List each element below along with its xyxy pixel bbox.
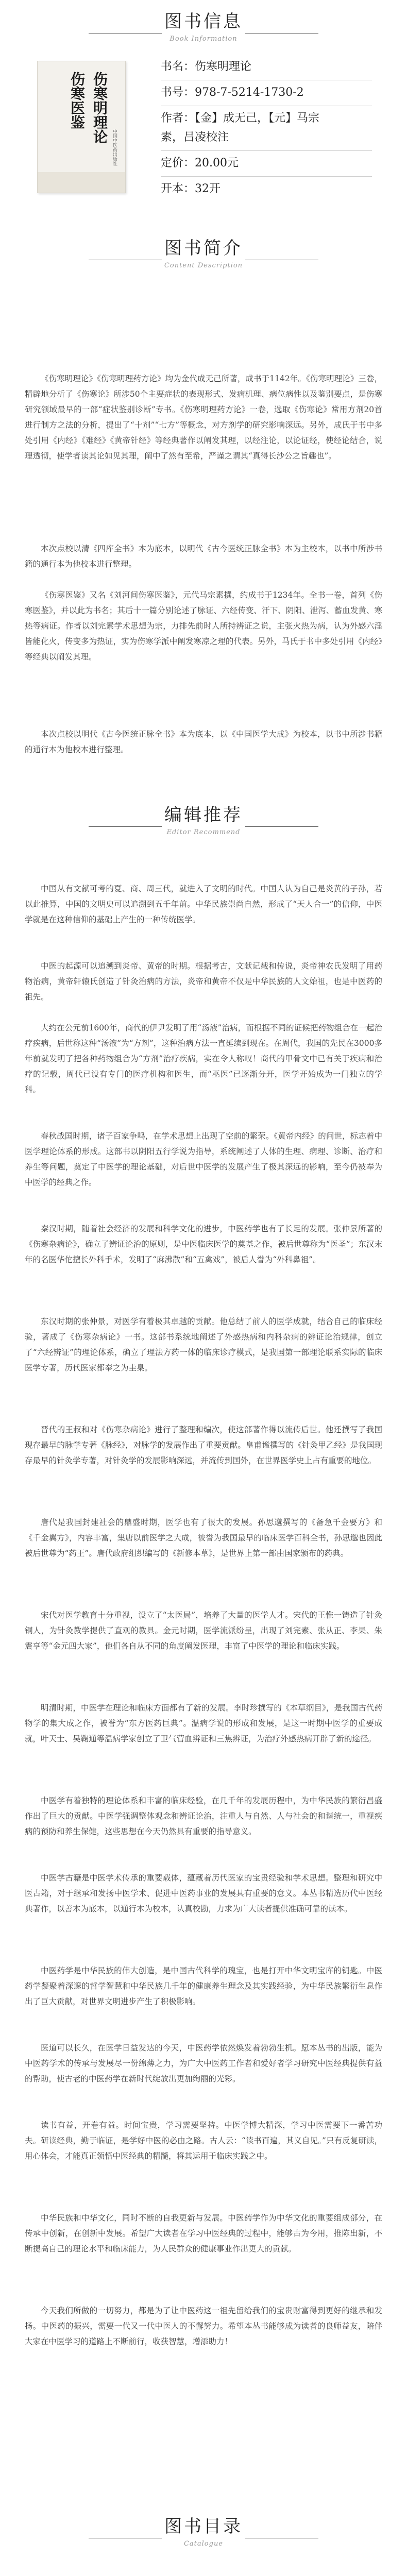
intro-paragraph: 本次点校以明代《古今医统正脉全书》本为底本，以《中国医学大成》为校本，以书中所涉书籍的通行本为他校本进行整理。	[25, 730, 382, 754]
cover-subtitle: 伤寒医鉴	[69, 72, 86, 129]
book-info-heading	[0, 11, 407, 43]
recommend-paragraph: 大约在公元前1600年，商代的伊尹发明了用“汤液”治病，而根据不同的证候把药物组合在一起治疗疾病，后世称这种“汤液”为“方剂”，这种治病方法一直延续到现在。在周代，我国的先民在3000多年前就发明了把各种药物组合为“方剂”治疗疾病，实在令人称叹！商代的甲骨文中已有关于疾病和治疗的记载，周代已设有专门的医疗机构和医生，而“巫医”已逐渐分开，医学开始成为一门独立的学科。	[25, 1023, 382, 1094]
heading-rule-right	[245, 826, 318, 827]
intro-subtitle: Content Description	[164, 262, 243, 269]
intro-paragraph: 《伤寒医鉴》又名《刘河间伤寒医鉴》，元代马宗素撰，约成书于1234年。全书一卷，首列《伤寒医鉴》，并以此为书名；其后十一篇分别论述了脉证、六经传变、汗下、阴阳、泄泻、蓄血发黄、寒热等病证。作者以刘完素学术思想为宗，力排先前时人所持辨证之说，主张火热为病，认为外感六淫皆能化火，传变多为热证，实为伤寒学派中阐发寒凉之理的代表。另外，马氏于书中多处引用《内经》等经典以阐发其理。	[25, 590, 382, 662]
recommend-paragraph: 中华民族和中华文化，同时不断的自我更新与发展。中医药学作为中华文化的重要组成部分，在传承中创新，在创新中发展。希望广大读者在学习中医经典的过程中，能够古为今用，推陈出新，不断提高自己的理论水平和临床能力，为人民群众的健康事业作出更大的贡献。	[25, 2213, 382, 2253]
cover-publisher: 中国中医药出版社	[112, 129, 117, 166]
info-price: 定价：20.00元	[161, 157, 239, 170]
book-info-subtitle: Book Information	[169, 35, 238, 43]
recommend-heading	[0, 805, 407, 836]
info-divider	[161, 150, 372, 151]
intro-heading	[0, 238, 407, 269]
info-divider	[161, 176, 372, 177]
book-cover	[37, 61, 126, 193]
recommend-paragraph: 中医学有着独特的理论体系和丰富的临床经验，在几千年的发展历程中，为中华民族的繁衍昌盛作出了巨大的贡献。中医学强调整体观念和辨证论治，注重人与自然、人与社会的和谐统一，重视疾病的预防和养生保健，这些思想在今天仍然具有重要的指导意义。	[25, 1796, 382, 1836]
intro-paragraph: 《伤寒明理论》《伤寒明理药方论》均为金代成无己所著，成书于1142年。《伤寒明理论》三卷，精辟地分析了《伤寒论》所涉50个主要症状的表现形式、发病机理、病位病性以及鉴别要点，是伤寒研究领域最早的一部“症状鉴别诊断”专书。《伤寒明理药方论》一卷，选取《伤寒论》常用方剂20首进行制方之法的分析，提出了“十剂”“七方”等概念，对方剂学的研究影响深远。另外，成氏于书中多处引用《内经》《难经》《黄帝针经》等经典著作以阐发其理，以经注论，以论证经，使经论结合，说理透彻，使学者读其论如见其理，阐中了然有至希，严谨之谓其“真得长沙公之旨趣也”。	[25, 374, 382, 461]
book-info-title: 图书信息	[164, 11, 243, 32]
recommend-paragraph: 中医学古籍是中医学术传承的重要载体，蕴藏着历代医家的宝贵经验和学术思想。整理和研究中医古籍，对于继承和发扬中医学术、促进中医药事业的发展具有重要的意义。本丛书精选历代中医经典著作，以善本为底本，以通行本为校本，认真校勘，力求为广大读者提供准确可靠的读本。	[25, 1873, 382, 1913]
recommend-paragraph: 秦汉时期，随着社会经济的发展和科学文化的进步，中医药学也有了长足的发展。张仲景所著的《伤寒杂病论》，确立了辨证论治的原则，是中医临床医学的奠基之作，被后世尊称为“医圣”；东汉末年的名医华佗擅长外科手术，发明了“麻沸散”和“五禽戏”，被后人誉为“外科鼻祖”。	[25, 1224, 382, 1264]
recommend-paragraph: 宋代对医学教育十分重视，设立了“太医局”，培养了大量的医学人才。宋代的王惟一铸造了针灸铜人，为针灸教学提供了直观的教具。金元时期，医学流派纷呈，出现了刘完素、张从正、李杲、朱震亨等“金元四大家”，他们各自从不同的角度阐发医理，丰富了中医学的理论和临床实践。	[25, 1611, 382, 1651]
info-title: 书名：伤寒明理论	[161, 60, 252, 73]
recommend-paragraph: 春秋战国时期，诸子百家争鸣，在学术思想上出现了空前的繁荣。《黄帝内经》的问世，标志着中医学理论体系的形成。这部书以阴阳五行学说为指导，系统阐述了人体的生理、病理、诊断、治疗和养生等问题，奠定了中医学的理论基础，对后世中医学的发展产生了极其深远的影响，至今仍被奉为中医学的经典之作。	[25, 1131, 382, 1187]
recommend-paragraph: 明清时期，中医学在理论和临床方面都有了新的发展。李时珍撰写的《本草纲目》，是我国古代药物学的集大成之作，被誉为“东方医药巨典”。温病学说的形成和发展，是这一时期中医学的重要成就，叶天士、吴鞠通等温病学家创立了卫气营血辨证和三焦辨证，为治疗外感热病开辟了新的途径。	[25, 1703, 382, 1743]
info-author: 作者：【金】成无己，【元】马宗	[161, 112, 320, 125]
intro-title: 图书简介	[164, 238, 243, 259]
info-isbn: 书号：978-7-5214-1730-2	[161, 86, 304, 99]
recommend-paragraph: 东汉时期的张仲景，对医学有着极其卓越的贡献。他总结了前人的医学成就，结合自己的临床经验，著成了《伤寒杂病论》一书。这部书系统地阐述了外感热病和内科杂病的辨证论治规律，创立了“六经辨证”的理论体系，确立了理法方药一体的临床诊疗模式，是我国第一部理论联系实际的临床医学专著，历代医家都奉之为圭臬。	[25, 1317, 382, 1372]
recommend-paragraph: 晋代的王叔和对《伤寒杂病论》进行了整理和编次，使这部著作得以流传后世。他还撰写了我国现存最早的脉学专著《脉经》，对脉学的发展作出了重要贡献。皇甫谧撰写的《针灸甲乙经》是我国现存最早的针灸学专著，对针灸学的发展影响深远，并流传到国外，在世界医学史上占有重要的地位。	[25, 1425, 382, 1465]
toc-subtitle: Catalogue	[183, 2540, 224, 2548]
recommend-paragraph: 中医药学是中华民族的伟大创造，是中国古代科学的瑰宝，也是打开中华文明宝库的钥匙。中医药学凝聚着深邃的哲学智慧和中华民族几千年的健康养生理念及其实践经验，为中华民族繁衍生息作出了巨大贡献，对世界文明进步产生了积极影响。	[25, 1966, 382, 2006]
recommend-paragraph: 读书有益，开卷有益。时间宝贵，学习需要坚持。中医学博大精深，学习中医需要下一番苦功夫。研读经典，勤于临证，是学好中医的必由之路。古人云：“读书百遍，其义自见。”只有反复研读，用心体会，才能真正领悟中医经典的精髓，将其运用于临床实践之中。	[25, 2121, 382, 2161]
recommend-paragraph: 医道可以长久，在医学日益发达的今天，中医药学依然焕发着勃勃生机。愿本丛书的出版，能为中医药学术的传承与发展尽一份绵薄之力，为广大中医药工作者和爱好者学习研究中医经典提供有益的帮助，使古老的中医药学在新时代绽放出更加绚丽的光彩。	[25, 2043, 382, 2083]
toc-heading	[0, 2516, 407, 2548]
recommend-subtitle: Editor Recommend	[166, 828, 241, 836]
recommend-paragraph: 中国从有文献可考的夏、商、周三代，就进入了文明的时代。中国人认为自己是炎黄的子孙，若以此推算，中国的文明史可以追溯到五千年前。中华民族崇尚自然，形成了“天人合一”的信仰，中医学就是在这种信仰的基础上产生的一种传统医学。	[25, 884, 382, 924]
heading-rule-left	[89, 826, 162, 827]
info-format: 开本：32开	[161, 182, 221, 195]
info-author-cont: 素，吕凌校注	[161, 131, 229, 144]
cover-title: 伤寒明理论	[91, 72, 108, 144]
recommend-paragraph: 今天我们所做的一切努力，都是为了让中医药这一祖先留给我们的宝贵财富得到更好的继承和发扬。中医药的振兴，需要一代又一代中医人的不懈努力。希望本丛书能够成为读者的良师益友，陪伴大家在中医学习的道路上不断前行，收获智慧，增添助力！	[25, 2306, 382, 2346]
recommend-paragraph: 唐代是我国封建社会的鼎盛时期，医学也有了很大的发展。孙思邈撰写的《备急千金要方》和《千金翼方》，内容丰富，集唐以前医学之大成，被誉为我国最早的临床医学百科全书，孙思邈也因此被后世尊为“药王”。唐代政府组织编写的《新修本草》，是世界上第一部由国家颁布的药典。	[25, 1518, 382, 1558]
cover-band	[38, 172, 125, 193]
toc-title: 图书目录	[164, 2516, 243, 2537]
recommend-paragraph: 中医的起源可以追溯到炎帝、黄帝的时期。根据考古，文献记载和传说，炎帝神农氏发明了用药物治病，黄帝轩辕氏创造了针灸治病的方法，炎帝和黄帝不仅是中华民族的人文始祖，也是中医药的祖先。	[25, 961, 382, 1002]
intro-paragraph: 本次点校以清《四库全书》本为底本，以明代《古今医统正脉全书》本为主校本，以书中所涉书籍的通行本为他校本进行整理。	[25, 544, 382, 569]
recommend-title: 编辑推荐	[164, 805, 243, 825]
